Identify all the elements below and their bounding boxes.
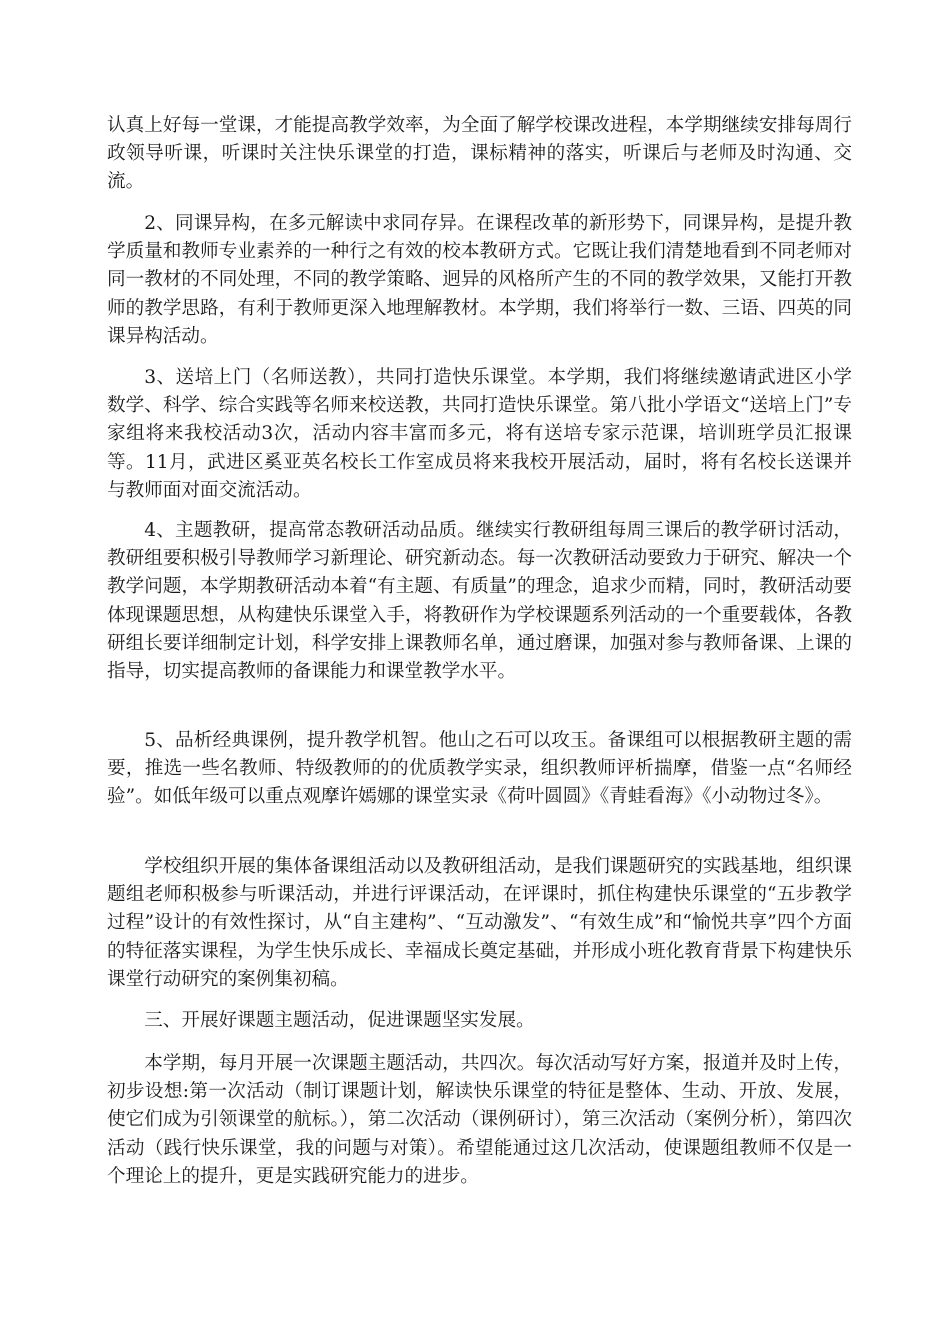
paragraph-classic-lesson-analysis: 5、品析经典课例，提升教学机智。他山之石可以攻玉。备课组可以根据教研主题的需要，推选一些名教师、特级教师的的优质教学实录，组织教师评析揣摩，借鉴一点“名师经验”。如低年级可以重点观摩许嫣娜的课堂实录《荷叶圆圆》《青蛙看海》《小动物过冬》。 [107, 730, 852, 808]
paragraph-continuation: 认真上好每一堂课，才能提高教学效率，为全面了解学校课改进程，本学期继续安排每周行政领导听课，听课时关注快乐课堂的打造，课标精神的落实，听课后与老师及时沟通、交流。 [107, 115, 852, 193]
paragraph-lesson-prep-activities: 学校组织开展的集体备课组活动以及教研组活动，是我们课题研究的实践基地，组织课题组老师积极参与听课活动，并进行评课活动，在评课时，抓住构建快乐课堂的“五步教学过程”设计的有效性探讨，从“自主建构”、“互动激发”、“有效生成”和“愉悦共享”四个方面的特征落实课程，为学生快乐成长、幸福成长奠定基础，并形成小班化教育背景下构建快乐课堂行动研究的案例集初稿。 [107, 856, 852, 990]
paragraph-monthly-topic-activities: 本学期，每月开展一次课题主题活动，共四次。每次活动写好方案，报道并及时上传，初步设想:第一次活动（制订课题计划，解读快乐课堂的特征是整体、生动、开放、发展，使它们成为引领课堂的航标。），第二次活动（课例研讨），第三次活动（案例分析），第四次活动（践行快乐课堂，我的问题与对策）。希望能通过这几次活动，使课题组教师不仅是一个理论上的提升，更是实践研究能力的进步。 [107, 1053, 852, 1187]
paragraph-same-topic-different-teaching: 2、同课异构，在多元解读中求同存异。在课程改革的新形势下，同课异构，是提升教学质量和教师专业素养的一种行之有效的校本教研方式。它既让我们清楚地看到不同老师对同一教材的不同处理，不同的教学策略、迥异的风格所产生的不同的教学效果，又能打开教师的教学思路，有利于教师更深入地理解教材。本学期，我们将举行一数、三语、四英的同课异构活动。 [107, 213, 852, 347]
paragraph-theme-research: 4、主题教研，提高常态教研活动品质。继续实行教研组每周三课后的教学研讨活动，教研组要积极引导教师学习新理论、研究新动态。每一次教研活动要致力于研究、解决一个教学问题，本学期教研活动本着“有主题、有质量”的理念，追求少而精，同时，教研活动要体现课题思想，从构建快乐课堂入手，将教研作为学校课题系列活动的一个重要载体，各教研组长要详细制定计划，科学安排上课教师名单，通过磨课，加强对参与教师备课、上课的指导，切实提高教师的备课能力和课堂教学水平。 [107, 520, 852, 683]
section-heading-three: 三、开展好课题主题活动，促进课题坚实发展。 [144, 1010, 535, 1031]
paragraph-expert-teaching-visits: 3、送培上门（名师送教），共同打造快乐课堂。本学期，我们将继续邀请武进区小学数学、科学、综合实践等名师来校送教，共同打造快乐课堂。第八批小学语文“送培上门”专家组将来我校活动3次，活动内容丰富而多元，将有送培专家示范课，培训班学员汇报课等。11月，武进区奚亚英名校长工作室成员将来我校开展活动，届时，将有名校长送课并与教师面对面交流活动。 [107, 367, 852, 501]
